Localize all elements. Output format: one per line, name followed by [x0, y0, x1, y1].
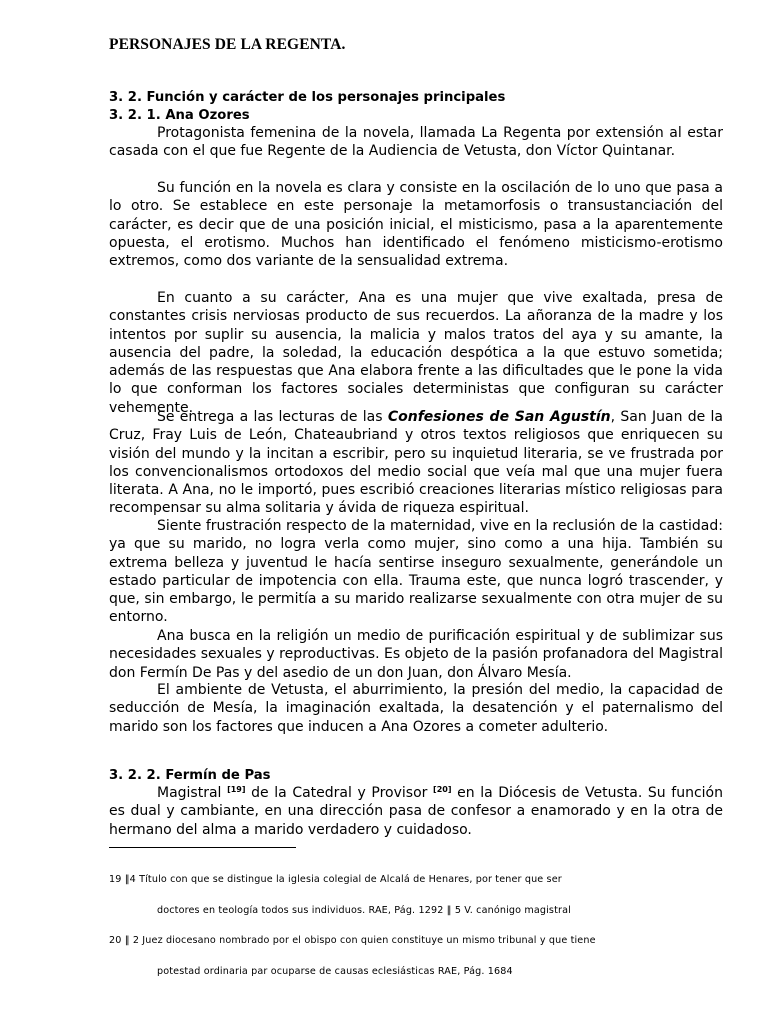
- paragraph-text: Se entrega a las lecturas de las: [157, 409, 388, 425]
- footnote-20-line-2: potestad ordinaria par ocuparse de causas eclesiásticas RAE, Pág. 1684: [157, 966, 513, 977]
- footnote-separator: [109, 847, 296, 848]
- paragraph-text: , San Juan de la Cruz, Fray Luis de León, Chateaubriand y otros textos religiosos que enriquecen su visión del mundo y la incitan a escribir, pero su inquietud literaria, se ve frustrada por los convencionalismos ortodoxos del medio social que veía mal que una mujer fuera literata. A Ana, no le importó, pues escribió creaciones literarias místico religiosas para recompensar su alma solitaria y ávida de riqueza espiritual.: [109, 409, 723, 517]
- paragraph-ana-readings: [109, 408, 723, 518]
- paragraph-text: en la Diócesis de Vetusta. Su función es dual y cambiante, en una dirección pasa de confesor a enamorado y en la otra de hermano del alma a marido verdadero y cuidadoso.: [109, 785, 723, 838]
- page-title: PERSONAJES DE LA REGENTA.: [109, 36, 346, 53]
- paragraph-ana-maternity: Siente frustración respecto de la maternidad, vive en la reclusión de la castidad: ya que su marido, no logra verla como mujer, sino como a una hija. También su extrema belleza y juventud le hacía sentirse inseguro sexualmente, generándole un estado particular de impotencia con ella. Trauma este, que nunca logró trascender, y que, sin embargo, le permitía a su marido realizarse sexualmente con otra mujer de su entorno.: [109, 518, 723, 626]
- paragraph-ana-intro: Protagonista femenina de la novela, llamada La Regenta por extensión al estar casada con el que fue Regente de la Audiencia de Vetusta, don Víctor Quintanar.: [109, 125, 723, 160]
- paragraph-text: de la Catedral y Provisor: [245, 785, 434, 801]
- footnote-ref-20[interactable]: [20]: [433, 785, 452, 794]
- subsection-heading-ana-ozores: 3. 2. 1. Ana Ozores: [109, 108, 250, 123]
- paragraph-ana-character: En cuanto a su carácter, Ana es una mujer que vive exaltada, presa de constantes crisis nerviosas producto de sus recuerdos. La añoranza de la madre y los intentos por suplir su ausencia, la malicia y malos tratos del aya y su amante, la ausencia del padre, la soledad, la educación despótica a la que estuvo sometida; además de las respuestas que Ana elabora frente a las dificultades que le pone la vida lo que conforman los factores sociales deterministas que configuran su carácter vehemente.: [109, 290, 723, 416]
- paragraph-text: Magistral: [157, 785, 228, 801]
- paragraph-ana-religion: Ana busca en la religión un medio de purificación espiritual y de sublimizar sus necesidades sexuales y reproductivas. Es objeto de la pasión profanadora del Magistral don Fermín De Pas y del asedio de un don Juan, don Álvaro Mesía.: [109, 628, 723, 681]
- book-title-emphasis: Confesiones de San Agustín: [387, 409, 611, 425]
- footnote-19-line-2: doctores en teología todos sus individuos. RAE, Pág. 1292 ‖ 5 V. canónigo magistral: [157, 905, 571, 916]
- paragraph-fermin: [109, 784, 723, 839]
- footnote-19-line-1: 19 ‖4 Título con que se distingue la iglesia colegial de Alcalá de Henares, por tener que ser: [109, 874, 562, 885]
- section-heading: 3. 2. Función y carácter de los personajes principales: [109, 90, 506, 105]
- subsection-heading-fermin-de-pas: 3. 2. 2. Fermín de Pas: [109, 768, 271, 783]
- paragraph-ana-function: Su función en la novela es clara y consiste en la oscilación de lo uno que pasa a lo otro. Se establece en este personaje la metamorfosis o transustanciación del carácter, es decir que de una posición inicial, el misticismo, pasa a la aparentemente opuesta, el erotismo. Muchos han identificado el fenómeno misticismo-erotismo extremos, como dos variante de la sensualidad extrema.: [109, 180, 723, 270]
- paragraph-ana-environment: El ambiente de Vetusta, el aburrimiento, la presión del medio, la capacidad de seducción de Mesía, la imaginación exaltada, la desatención y el paternalismo del marido son los factores que inducen a Ana Ozores a cometer adulterio.: [109, 682, 723, 735]
- footnote-20-line-1: 20 ‖ 2 Juez diocesano nombrado por el obispo con quien constituye un mismo tribunal y que tiene: [109, 935, 596, 946]
- footnote-ref-19[interactable]: [19]: [227, 785, 246, 794]
